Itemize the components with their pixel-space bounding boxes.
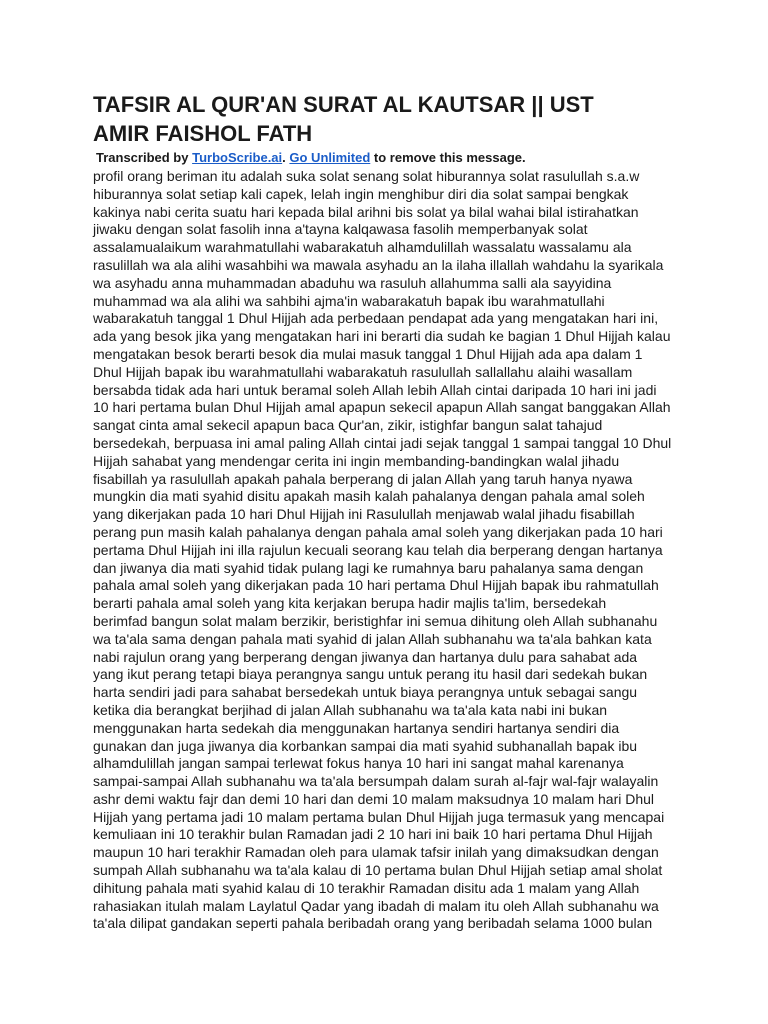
transcript-body [93,168,671,933]
transcript-line: mungkin dia mati syahid disitu apakah masih kalah pahalanya dengan pahala amal soleh [93,488,645,505]
transcript-line: ketika dia berangkat berjihad di jalan Allah subhanahu wa ta'ala kata nabi ini bukan [93,701,608,718]
transcript-line: yang dikerjakan pada 10 hari Dhul Hijjah ini Rasulullah menjawab walal jihadu fisabillah [93,506,635,523]
transcript-line: berimfad bangun solat malam berzikir, beristighfar ini semua dihitung oleh Allah subhanahu [93,612,658,629]
transcript-line: maupun 10 hari terakhir Ramadan oleh para ulamak tafsir inilah yang dimaksudkan dengan [93,844,659,861]
transcript-line: assalamualaikum warahmatullahi wabarakatuh alhamdulillah wassalatu wassalamu ala [93,239,632,256]
transcript-line: rasulillah wa ala alihi wasahbihi wa mawala asyhadu an la ilaha illallah wahdahu la syarikala [93,256,664,273]
transcript-line: jiwaku dengan solat fasolih inna a'tayna kalqawasa fasolih memperbanyak solat [93,221,588,238]
transcript-line: pahala amal soleh yang dikerjakan pada 10 hari pertama Dhul Hijjah bapak ibu rahmatullah [93,577,659,594]
title-line: TAFSIR AL QUR'AN SURAT AL KAUTSAR || UST [93,92,594,117]
transcript-line: sumpah Allah subhanahu wa ta'ala kalau di 10 pertama bulan Dhul Hijjah setiap amal sholat [93,862,663,879]
transcript-line: dihitung pahala mati syahid kalau di 10 terakhir Ramadan disitu ada 1 malam yang Allah [93,879,640,896]
transcript-line: bersedekah, berpuasa ini amal paling Allah cintai jadi sejak tanggal 1 sampai tanggal 10 Dhul [93,434,672,451]
transcript-line: wa ta'ala sama dengan pahala mati syahid di jalan Allah subhanahu wa ta'ala bahkan kata [93,630,652,647]
transcript-line: muhammad wa ala alihi wa sahbihi ajma'in wabarakatuh bapak ibu warahmatullahi [93,292,605,309]
transcript-line: Hijjah sahabat yang mendengar cerita ini ingin membanding-bandingkan walal jihadu [93,452,620,469]
transcript-line: ta'ala dilipat gandakan seperti pahala beribadah orang yang beribadah selama 1000 bulan [93,915,653,932]
transcript-line: ada yang besok jika yang mengatakan hari ini berarti dia sudah ke bagian 1 Dhul Hijjah kalau [93,328,671,345]
title-line: AMIR FAISHOL FATH [93,121,313,146]
transcript-line: alhamdulillah jangan sampai terlewat fokus hanya 10 hari ini sangat mahal karenanya [93,755,624,772]
transcript-line: mengatakan besok berarti besok dia mulai masuk tanggal 1 Dhul Hijjah ada apa dalam 1 [93,345,643,362]
transcript-line: bersabda tidak ada hari untuk beramal soleh Allah lebih Allah cintai daripada 10 hari ini jadi [93,381,657,398]
transcript-line: dan jiwanya dia mati syahid tidak pulang lagi ke rumahnya baru pahalanya sama dengan [93,559,644,576]
turboscribe-link[interactable]: TurboScribe.ai [192,150,283,165]
transcript-line: wa asyhadu anna muhammadan abaduhu wa rasuluh allahumma salli ala sayyidina [93,274,612,291]
transcript-line: menggunakan harta sedekah dia menggunakan hartanya sendiri hartanya sendiri dia [93,719,620,736]
transcription-notice [96,149,526,166]
transcript-line: sampai-sampai Allah subhanahu wa ta'ala bersumpah dalam surah al-fajr wal-fajr walayalin [93,773,659,790]
transcript-line: profil orang beriman itu adalah suka solat senang solat hiburannya solat rasulullah s.a.w [93,168,640,184]
transcript-line: 10 hari pertama bulan Dhul Hijjah amal apapun sekecil apapun Allah sangat banggakan Allah [93,399,671,416]
transcript-line: yang ikut perang tetapi biaya perangnya sangu untuk perang itu hasil dari sedekah bukan [93,666,648,683]
transcript-line: nabi rajulun orang yang berperang dengan jiwanya dan hartanya dulu para sahabat ada [93,648,638,665]
transcript-line: ashr demi waktu fajr dan demi 10 hari dan demi 10 malam maksudnya 10 malam hari Dhul [93,790,655,807]
notice-suffix: to remove this message. [370,150,526,165]
notice-separator: . [282,150,290,165]
transcript-line: Dhul Hijjah bapak ibu warahmatullahi wabarakatuh rasulullah sallallahu alaihi wasallam [93,363,633,380]
transcript-line: pertama Dhul Hijjah ini illa rajulun kecuali seorang kau telah dia berperang dengan hartanya [93,541,663,558]
transcript-line: rahasiakan itulah malam Laylatul Qadar yang ibadah di malam itu oleh Allah subhanahu wa [93,897,659,914]
transcript-line: harta sendiri jadi para sahabat bersedekah untuk biaya perangnya untuk sebagai sangu [93,684,638,701]
transcript-line: kemuliaan ini 10 terakhir bulan Ramadan jadi 2 10 hari ini baik 10 hari pertama Dhul Hijjah [93,826,653,843]
transcript-line: hiburannya solat setiap kali capek, lelah ingin menghibur diri dia solat sampai bengkak [93,185,629,202]
notice-prefix: Transcribed by [96,150,193,165]
transcript-line: fisabillah ya rasulullah apakah pahala berperang di jalan Allah yang taruh hanya nyawa [93,470,633,487]
transcript-line: kakinya nabi cerita suatu hari kepada bilal arihni bis solat ya bilal wahai bilal istirahatkan [93,203,639,220]
transcript-line: Hijjah yang pertama jadi 10 malam pertama bulan Dhul Hijjah juga termasuk yang mencapai [93,808,665,825]
transcript-line: wabarakatuh tanggal 1 Dhul Hijjah ada perbedaan pendapat ada yang mengatakan hari ini, [93,310,659,327]
transcript-line: berarti pahala amal soleh yang kita kerjakan berupa hadir majlis ta'lim, bersedekah [93,595,607,612]
transcript-line: perang pun masih kalah pahalanya dengan pahala amal soleh yang dikerjakan pada 10 hari [93,523,663,540]
transcript-line: sangat cinta amal sekecil apapun baca Qur'an, zikir, istighfar bangun salat tahajud [93,417,603,434]
transcript-line: gunakan dan juga jiwanya dia korbankan sampai dia mati syahid subhanallah bapak ibu [93,737,638,754]
document-title [93,90,594,148]
go-unlimited-link[interactable]: Go Unlimited [289,150,371,165]
